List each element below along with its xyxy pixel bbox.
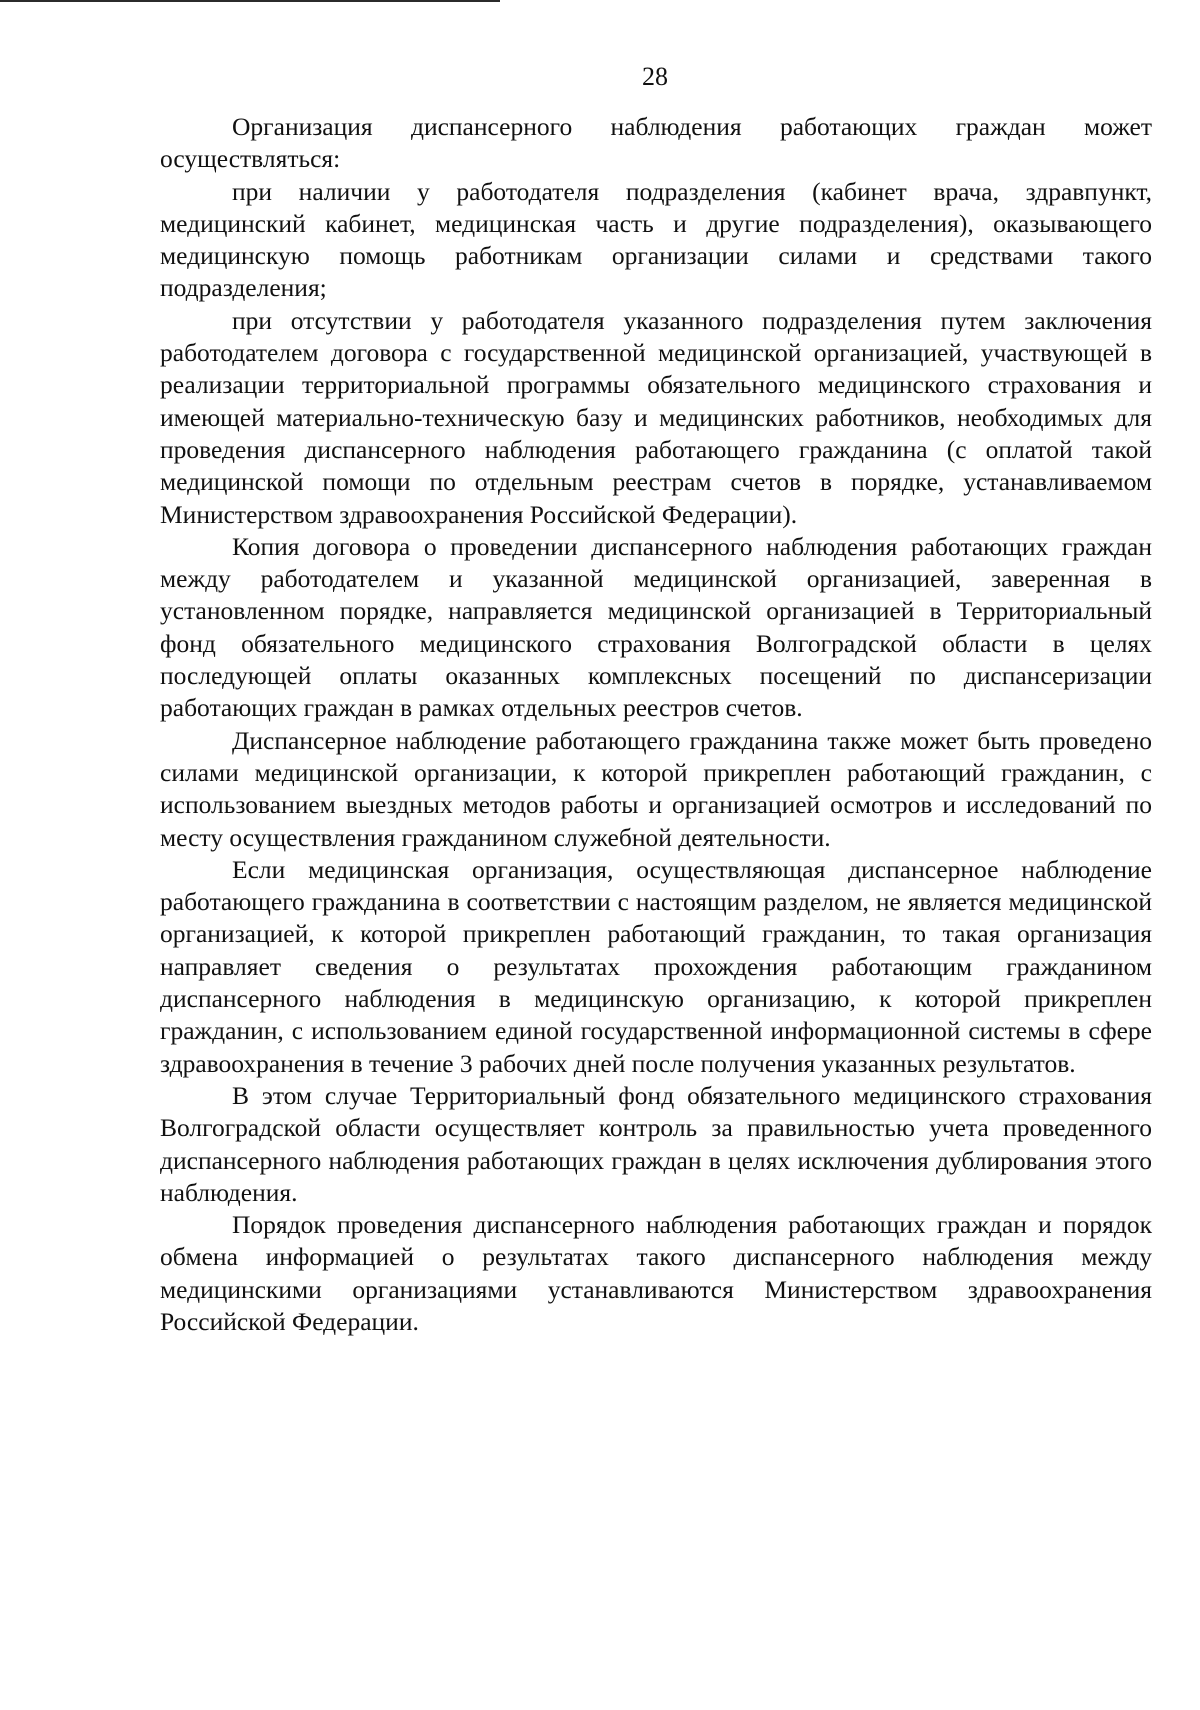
paragraph-fund-control: В этом случае Территориальный фонд обязательного медицинского страхования Волгоградской области осуществляет контроль за правильностью учета проведенного диспансерного наблюдения работающих граждан в целях исключения дублирования этого наблюдения. — [160, 1080, 1152, 1207]
document-body — [160, 111, 1152, 1338]
paragraph-contract-copy: Копия договора о проведении диспансерного наблюдения работающих граждан между работодателем и указанной медицинской организацией, заверенная в установленном порядке, направляется медицинской организацией в Территориальный фонд обязательного медицинского страхования Волгоградской области в целях последующей оплаты оказанных комплексных посещений по диспансеризации работающих граждан в рамках отдельных реестров счетов. — [160, 531, 1152, 723]
paragraph-without-subdivision: при отсутствии у работодателя указанного подразделения путем заключения работодателем договора с государственной медицинской организацией, участвующей в реализации территориальной программы обязательного медицинского страхования и имеющей материально-техническую базу и медицинских работников, необходимых для проведения диспансерного наблюдения работающего гражданина (с оплатой такой медицинской помощи по отдельным реестрам счетов в порядке, устанавливаемом Министерством здравоохранения Российской Федерации). — [160, 305, 1152, 529]
scan-edge-line — [0, 0, 500, 2]
paragraph-procedure: Порядок проведения диспансерного наблюдения работающих граждан и порядок обмена информацией о результатах такого диспансерного наблюдения между медицинскими организациями устанавливаются Министерством здравоохранения Российской Федерации. — [160, 1210, 1152, 1336]
paragraph-with-subdivision: при наличии у работодателя подразделения (кабинет врача, здравпункт, медицинский кабинет, медицинская часть и другие подразделения), оказывающего медицинскую помощь работникам организации силами и средствами такого подразделения; — [160, 176, 1152, 303]
paragraph-attached-organization: Диспансерное наблюдение работающего гражданина также может быть проведено силами медицинской организации, к которой прикреплен работающий гражданин, с использованием выездных методов работы и организацией осмотров и исследований по месту осуществления гражданином служебной деятельности. — [160, 725, 1152, 852]
paragraph-other-organization: Если медицинская организация, осуществляющая диспансерное наблюдение работающего гражданина в соответствии с настоящим разделом, не является медицинской организацией, к которой прикреплен работающий гражданин, то такая организация направляет сведения о результатах прохождения работающим гражданином диспансерного наблюдения в медицинскую организацию, к которой прикреплен гражданин, с использованием единой государственной информационной системы в сфере здравоохранения в течение 3 рабочих дней после получения указанных результатов. — [160, 854, 1152, 1078]
page-number: 28 — [642, 62, 668, 91]
paragraph-intro: Организация диспансерного наблюдения работающих граждан может осуществляться: — [160, 112, 1152, 174]
